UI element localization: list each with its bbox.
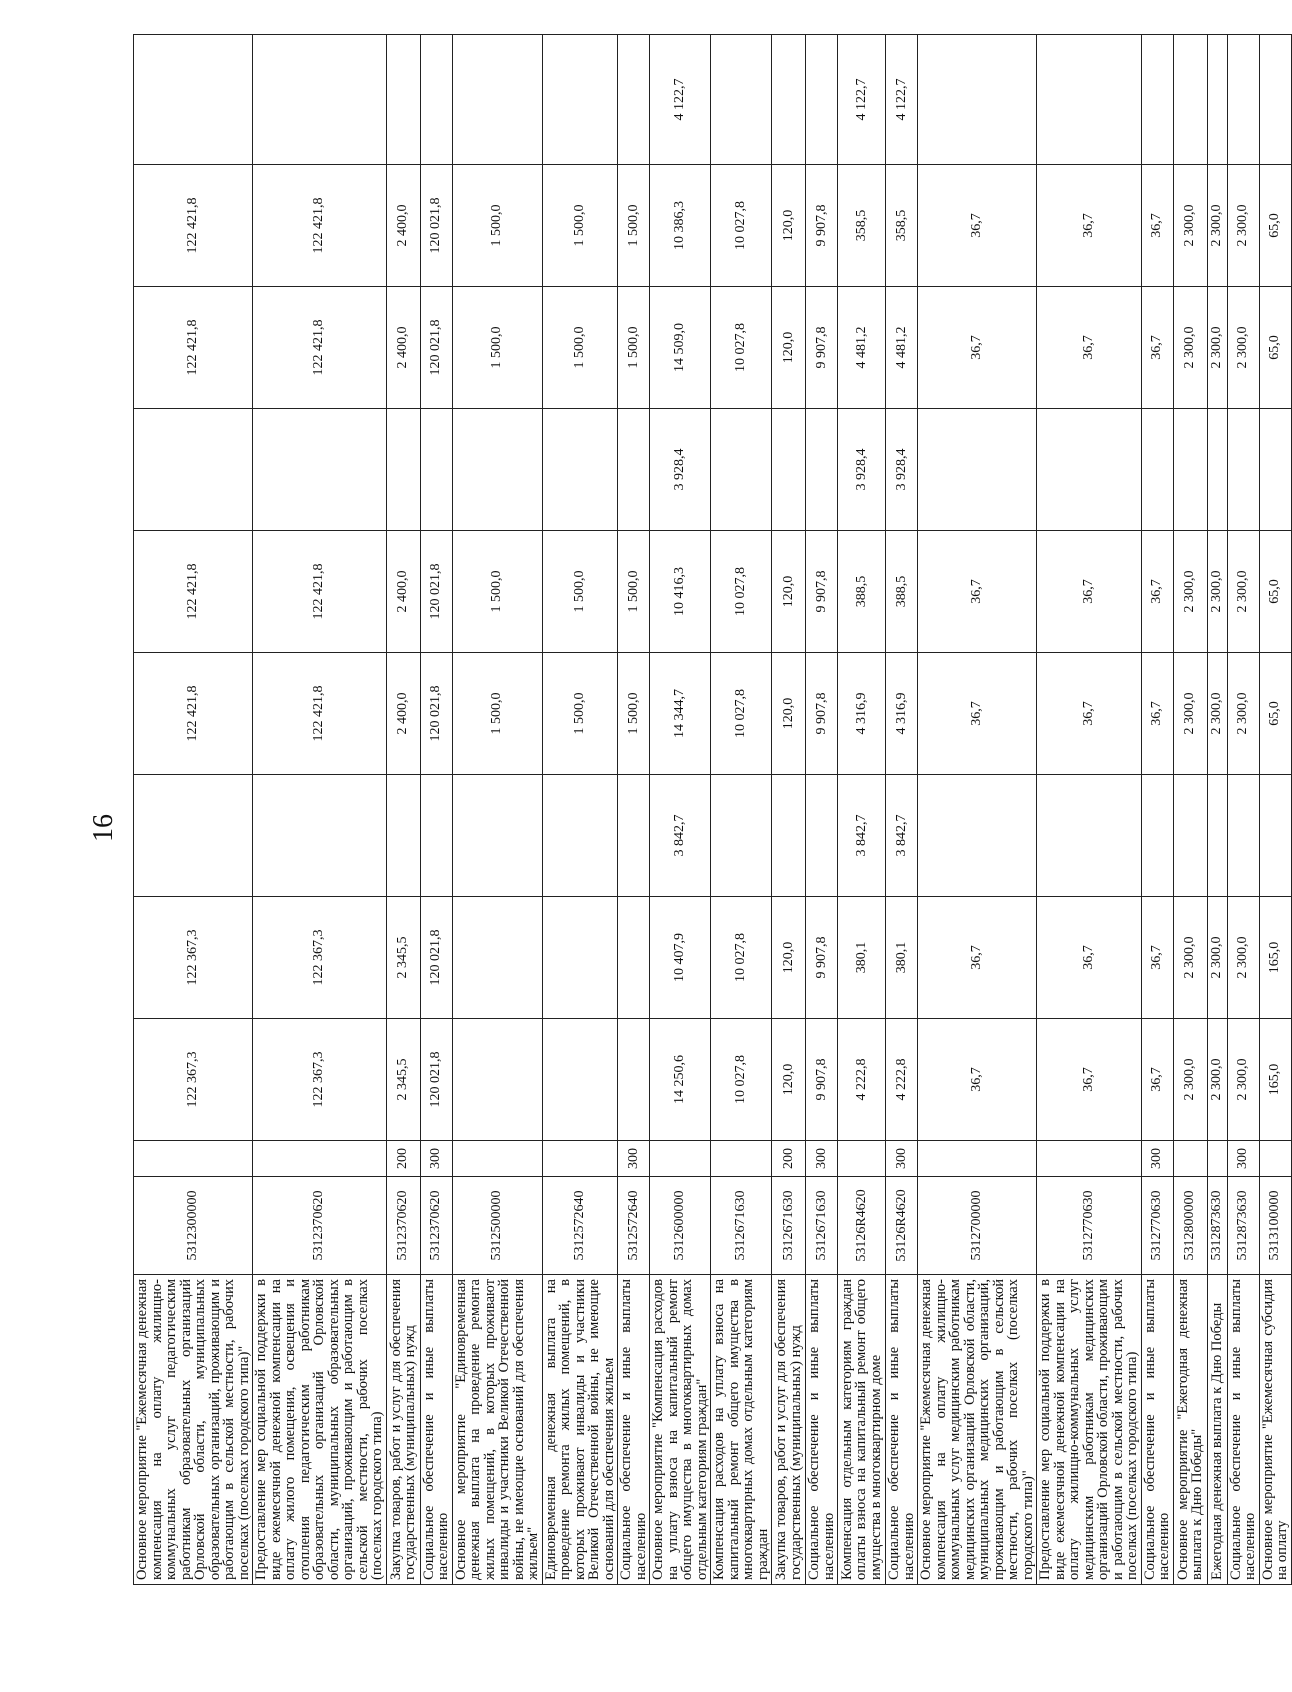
- row-value-cell: 9 907,8: [806, 165, 838, 287]
- row-value-cell: 3 928,4: [838, 409, 886, 531]
- row-value-cell: [542, 35, 618, 165]
- row-value-cell: [711, 35, 772, 165]
- row-value-cell: 10 407,9: [650, 897, 711, 1019]
- row-value-cell: 9 907,8: [806, 1019, 838, 1141]
- row-value-cell: 122 421,8: [134, 653, 253, 775]
- row-value-cell: [918, 409, 1037, 531]
- row-value-cell: 165,0: [1259, 897, 1291, 1019]
- row-value-cell: 3 842,7: [886, 775, 918, 897]
- row-value-cell: 4 122,7: [886, 35, 918, 165]
- row-value-cell: 36,7: [918, 531, 1037, 653]
- row-value-cell: 122 421,8: [253, 287, 387, 409]
- row-value-cell: 122 367,3: [134, 1019, 253, 1141]
- row-value-cell: 2 300,0: [1227, 653, 1259, 775]
- row-name-cell: Социальное обеспечение и иные выплаты населению: [1141, 1275, 1173, 1585]
- row-value-cell: 120,0: [772, 287, 806, 409]
- row-value-cell: 2 300,0: [1207, 653, 1227, 775]
- row-value-cell: [386, 35, 420, 165]
- row-value-cell: 36,7: [1141, 165, 1173, 287]
- row-value-cell: 122 421,8: [253, 653, 387, 775]
- row-value-cell: 358,5: [838, 165, 886, 287]
- row-code-cell: 5312600000: [650, 1177, 711, 1275]
- row-value-cell: [1141, 35, 1173, 165]
- row-value-cell: 2 300,0: [1173, 531, 1207, 653]
- row-value-cell: 10 027,8: [711, 165, 772, 287]
- row-value-cell: 2 300,0: [1173, 1019, 1207, 1141]
- row-value-cell: 36,7: [1141, 653, 1173, 775]
- row-name-cell: Социальное обеспечение и иные выплаты населению: [618, 1275, 650, 1585]
- row-expense-type-cell: [542, 1141, 618, 1177]
- row-code-cell: 53126R4620: [838, 1177, 886, 1275]
- row-code-cell: 5312770630: [1141, 1177, 1173, 1275]
- row-value-cell: 36,7: [918, 287, 1037, 409]
- row-value-cell: 120 021,8: [420, 1019, 452, 1141]
- row-value-cell: 120,0: [772, 165, 806, 287]
- row-value-cell: 1 500,0: [452, 287, 542, 409]
- row-value-cell: 2 300,0: [1227, 1019, 1259, 1141]
- row-value-cell: 388,5: [838, 531, 886, 653]
- table-row: [806, 35, 838, 1585]
- row-value-cell: [806, 775, 838, 897]
- row-value-cell: 36,7: [1037, 531, 1142, 653]
- row-value-cell: [618, 35, 650, 165]
- row-value-cell: 120,0: [772, 897, 806, 1019]
- row-expense-type-cell: 300: [806, 1141, 838, 1177]
- row-code-cell: 5312572640: [542, 1177, 618, 1275]
- row-value-cell: 10 027,8: [711, 653, 772, 775]
- row-expense-type-cell: [1259, 1141, 1291, 1177]
- row-value-cell: 380,1: [838, 897, 886, 1019]
- row-value-cell: 4 316,9: [886, 653, 918, 775]
- row-value-cell: 120 021,8: [420, 653, 452, 775]
- row-value-cell: [1259, 775, 1291, 897]
- row-value-cell: [420, 409, 452, 531]
- row-expense-type-cell: [650, 1141, 711, 1177]
- row-value-cell: 65,0: [1259, 165, 1291, 287]
- row-value-cell: 4 316,9: [838, 653, 886, 775]
- row-value-cell: [1259, 35, 1291, 165]
- row-value-cell: 120 021,8: [420, 531, 452, 653]
- row-value-cell: 122 421,8: [134, 165, 253, 287]
- row-value-cell: 65,0: [1259, 653, 1291, 775]
- row-expense-type-cell: [253, 1141, 387, 1177]
- row-expense-type-cell: [838, 1141, 886, 1177]
- row-value-cell: 36,7: [918, 897, 1037, 1019]
- table-row: [886, 35, 918, 1585]
- row-name-cell: Ежегодная денежная выплата к Дню Победы: [1207, 1275, 1227, 1585]
- row-name-cell: Единовременная денежная выплата на проведение ремонта жилых помещений, в которых проживают инвалиды и участники Великой Отечественной войны, не имеющие оснований для обеспечения жильем: [542, 1275, 618, 1585]
- row-value-cell: 380,1: [886, 897, 918, 1019]
- row-value-cell: 36,7: [1037, 897, 1142, 1019]
- row-value-cell: [134, 35, 253, 165]
- row-value-cell: 9 907,8: [806, 653, 838, 775]
- row-value-cell: [772, 35, 806, 165]
- table-row: [134, 35, 253, 1585]
- row-expense-type-cell: 300: [1141, 1141, 1173, 1177]
- row-name-cell: Социальное обеспечение и иные выплаты населению: [1227, 1275, 1259, 1585]
- row-value-cell: [1207, 35, 1227, 165]
- row-value-cell: 3 842,7: [838, 775, 886, 897]
- row-value-cell: 4 481,2: [838, 287, 886, 409]
- row-value-cell: [1141, 775, 1173, 897]
- row-value-cell: 10 027,8: [711, 531, 772, 653]
- row-value-cell: 2 400,0: [386, 165, 420, 287]
- row-value-cell: 10 027,8: [711, 897, 772, 1019]
- row-value-cell: [452, 35, 542, 165]
- row-value-cell: 10 386,3: [650, 165, 711, 287]
- row-code-cell: 5312671630: [772, 1177, 806, 1275]
- row-value-cell: 10 416,3: [650, 531, 711, 653]
- row-expense-type-cell: [1037, 1141, 1142, 1177]
- row-name-cell: Основное мероприятие "Ежегодная денежная выплата к Дню Победы": [1173, 1275, 1207, 1585]
- table-row: [918, 35, 1037, 1585]
- row-expense-type-cell: [711, 1141, 772, 1177]
- row-value-cell: 14 509,0: [650, 287, 711, 409]
- row-value-cell: [1173, 775, 1207, 897]
- row-value-cell: 36,7: [1141, 897, 1173, 1019]
- row-expense-type-cell: 300: [886, 1141, 918, 1177]
- row-value-cell: 36,7: [918, 1019, 1037, 1141]
- row-value-cell: [1259, 409, 1291, 531]
- row-value-cell: 2 300,0: [1227, 897, 1259, 1019]
- row-value-cell: [618, 897, 650, 1019]
- row-code-cell: 5312572640: [618, 1177, 650, 1275]
- row-value-cell: 14 250,6: [650, 1019, 711, 1141]
- row-name-cell: Основное мероприятие "Ежемесячная денежная компенсация на оплату жилищно-коммунальных услуг педагогическим работникам образовательных организаций Орловской области, муниципальных образовательных организаций, проживающим и работающим в сельской местности, рабочих поселках (поселках городского типа)": [134, 1275, 253, 1585]
- row-code-cell: 5313100000: [1259, 1177, 1291, 1275]
- table-row: [650, 35, 711, 1585]
- row-value-cell: 9 907,8: [806, 531, 838, 653]
- row-value-cell: 65,0: [1259, 531, 1291, 653]
- row-value-cell: [386, 775, 420, 897]
- row-code-cell: 5312800000: [1173, 1177, 1207, 1275]
- row-value-cell: 2 345,5: [386, 1019, 420, 1141]
- row-code-cell: 5312873630: [1207, 1177, 1227, 1275]
- row-value-cell: [134, 775, 253, 897]
- row-value-cell: 36,7: [1037, 653, 1142, 775]
- table-row: [542, 35, 618, 1585]
- row-value-cell: 1 500,0: [618, 653, 650, 775]
- row-value-cell: 36,7: [1037, 287, 1142, 409]
- row-value-cell: [772, 409, 806, 531]
- row-value-cell: 1 500,0: [618, 165, 650, 287]
- row-name-cell: Основное мероприятие "Ежемесячная субсидия на оплату: [1259, 1275, 1291, 1585]
- row-code-cell: 5312671630: [711, 1177, 772, 1275]
- row-value-cell: 2 300,0: [1173, 287, 1207, 409]
- row-expense-type-cell: [918, 1141, 1037, 1177]
- row-value-cell: [1037, 775, 1142, 897]
- row-value-cell: [1227, 409, 1259, 531]
- row-value-cell: 2 300,0: [1173, 653, 1207, 775]
- row-value-cell: [772, 775, 806, 897]
- row-value-cell: 1 500,0: [452, 531, 542, 653]
- row-value-cell: 2 300,0: [1173, 165, 1207, 287]
- row-value-cell: 2 300,0: [1207, 165, 1227, 287]
- row-value-cell: 2 300,0: [1207, 531, 1227, 653]
- table-row: [1173, 35, 1207, 1585]
- row-code-cell: 5312500000: [452, 1177, 542, 1275]
- row-name-cell: Предоставление мер социальной поддержки в виде ежемесячной денежной компенсации на оплату жилого помещения, освещения и отопления педагогическим работникам образовательных организаций Орловской области, муниципальных образовательных организаций, проживающим и работающим в сельской местности, рабочих поселках (поселках городского типа): [253, 1275, 387, 1585]
- budget-table: [133, 34, 1292, 1585]
- row-value-cell: [134, 409, 253, 531]
- row-value-cell: [420, 35, 452, 165]
- row-value-cell: 36,7: [1141, 1019, 1173, 1141]
- row-expense-type-cell: 200: [386, 1141, 420, 1177]
- table-row: [253, 35, 387, 1585]
- row-code-cell: 5312300000: [134, 1177, 253, 1275]
- row-value-cell: [618, 1019, 650, 1141]
- row-value-cell: [452, 409, 542, 531]
- row-value-cell: 36,7: [918, 165, 1037, 287]
- table-row: [1037, 35, 1142, 1585]
- row-value-cell: [1037, 35, 1142, 165]
- row-name-cell: Основное мероприятие "Компенсация расходов на уплату взноса на капитальный ремонт общего имущества в многоквартирных домах отдельным категориям граждан": [650, 1275, 711, 1585]
- table-row: [838, 35, 886, 1585]
- row-name-cell: Закупка товаров, работ и услуг для обеспечения государственных (муниципальных) нужд: [772, 1275, 806, 1585]
- row-value-cell: 4 481,2: [886, 287, 918, 409]
- row-value-cell: [542, 775, 618, 897]
- row-value-cell: 122 421,8: [134, 287, 253, 409]
- table-row: [1259, 35, 1291, 1585]
- row-name-cell: Закупка товаров, работ и услуг для обеспечения государственных (муниципальных) нужд: [386, 1275, 420, 1585]
- row-expense-type-cell: 300: [1227, 1141, 1259, 1177]
- row-value-cell: 10 027,8: [711, 1019, 772, 1141]
- rotated-table-container: [133, 35, 1290, 1585]
- row-value-cell: 2 300,0: [1207, 1019, 1227, 1141]
- row-value-cell: 14 344,7: [650, 653, 711, 775]
- row-value-cell: 9 907,8: [806, 287, 838, 409]
- row-value-cell: [806, 409, 838, 531]
- row-value-cell: [452, 897, 542, 1019]
- row-value-cell: 4 222,8: [838, 1019, 886, 1141]
- page-number: 16: [88, 814, 119, 842]
- row-name-cell: Социальное обеспечение и иные выплаты населению: [420, 1275, 452, 1585]
- row-value-cell: [1207, 409, 1227, 531]
- row-expense-type-cell: 300: [618, 1141, 650, 1177]
- row-value-cell: [711, 775, 772, 897]
- table-row: [452, 35, 542, 1585]
- row-value-cell: 2 400,0: [386, 287, 420, 409]
- row-value-cell: 2 345,5: [386, 897, 420, 1019]
- row-value-cell: 1 500,0: [618, 531, 650, 653]
- row-value-cell: 3 928,4: [886, 409, 918, 531]
- row-value-cell: 65,0: [1259, 287, 1291, 409]
- row-code-cell: 5312873630: [1227, 1177, 1259, 1275]
- row-expense-type-cell: [1173, 1141, 1207, 1177]
- row-value-cell: [1173, 35, 1207, 165]
- row-value-cell: 388,5: [886, 531, 918, 653]
- row-value-cell: 36,7: [1141, 531, 1173, 653]
- row-value-cell: 122 367,3: [134, 897, 253, 1019]
- row-value-cell: 1 500,0: [618, 287, 650, 409]
- row-value-cell: [618, 775, 650, 897]
- row-name-cell: Основное мероприятие "Единовременная денежная выплата на проведение ремонта жилых помещений, в которых проживают инвалиды и участники Великой Отечественной войны, не имеющие оснований для обеспечения жильем": [452, 1275, 542, 1585]
- row-name-cell: Компенсация отдельным категориям граждан оплаты взноса на капитальный ремонт общего имущества в многоквартирном доме: [838, 1275, 886, 1585]
- row-value-cell: 2 300,0: [1227, 531, 1259, 653]
- row-value-cell: 358,5: [886, 165, 918, 287]
- row-value-cell: [542, 409, 618, 531]
- row-value-cell: 120,0: [772, 653, 806, 775]
- row-expense-type-cell: [134, 1141, 253, 1177]
- row-expense-type-cell: 200: [772, 1141, 806, 1177]
- row-value-cell: [1227, 35, 1259, 165]
- row-value-cell: 36,7: [918, 653, 1037, 775]
- row-value-cell: 122 367,3: [253, 1019, 387, 1141]
- row-value-cell: 3 842,7: [650, 775, 711, 897]
- row-expense-type-cell: [452, 1141, 542, 1177]
- row-value-cell: 120 021,8: [420, 287, 452, 409]
- row-name-cell: Социальное обеспечение и иные выплаты населению: [806, 1275, 838, 1585]
- row-expense-type-cell: [1207, 1141, 1227, 1177]
- row-value-cell: 122 421,8: [134, 531, 253, 653]
- row-value-cell: 2 300,0: [1207, 897, 1227, 1019]
- row-value-cell: 165,0: [1259, 1019, 1291, 1141]
- row-value-cell: 1 500,0: [542, 287, 618, 409]
- row-value-cell: 122 367,3: [253, 897, 387, 1019]
- row-code-cell: 53126R4620: [886, 1177, 918, 1275]
- row-name-cell: Социальное обеспечение и иные выплаты населению: [886, 1275, 918, 1585]
- row-code-cell: 5312370620: [420, 1177, 452, 1275]
- row-value-cell: 122 421,8: [253, 165, 387, 287]
- row-value-cell: [918, 35, 1037, 165]
- row-value-cell: [918, 775, 1037, 897]
- table-row: [1227, 35, 1259, 1585]
- table-row: [772, 35, 806, 1585]
- row-value-cell: 9 907,8: [806, 897, 838, 1019]
- row-value-cell: [253, 775, 387, 897]
- row-value-cell: 2 400,0: [386, 531, 420, 653]
- row-value-cell: 36,7: [1037, 165, 1142, 287]
- table-row: [618, 35, 650, 1585]
- row-value-cell: 4 122,7: [838, 35, 886, 165]
- row-code-cell: 5312770630: [1037, 1177, 1142, 1275]
- table-body: [134, 35, 1292, 1585]
- row-value-cell: [386, 409, 420, 531]
- row-value-cell: [1227, 775, 1259, 897]
- row-value-cell: [420, 775, 452, 897]
- row-value-cell: 4 122,7: [650, 35, 711, 165]
- row-value-cell: [253, 409, 387, 531]
- row-value-cell: 10 027,8: [711, 287, 772, 409]
- row-value-cell: [711, 409, 772, 531]
- row-value-cell: 2 300,0: [1173, 897, 1207, 1019]
- row-code-cell: 5312700000: [918, 1177, 1037, 1275]
- row-value-cell: 120,0: [772, 1019, 806, 1141]
- row-expense-type-cell: 300: [420, 1141, 452, 1177]
- row-value-cell: 1 500,0: [452, 165, 542, 287]
- row-value-cell: [452, 1019, 542, 1141]
- table-row: [1141, 35, 1173, 1585]
- row-value-cell: 36,7: [1037, 1019, 1142, 1141]
- row-value-cell: 120 021,8: [420, 897, 452, 1019]
- row-value-cell: [542, 1019, 618, 1141]
- row-value-cell: 120,0: [772, 531, 806, 653]
- row-value-cell: 1 500,0: [542, 653, 618, 775]
- row-value-cell: [806, 35, 838, 165]
- row-value-cell: 122 421,8: [253, 531, 387, 653]
- row-value-cell: [1173, 409, 1207, 531]
- row-value-cell: 2 300,0: [1227, 165, 1259, 287]
- row-value-cell: 1 500,0: [452, 653, 542, 775]
- table-row: [420, 35, 452, 1585]
- row-value-cell: [452, 775, 542, 897]
- row-value-cell: 2 300,0: [1207, 287, 1227, 409]
- table-row: [711, 35, 772, 1585]
- row-code-cell: 5312671630: [806, 1177, 838, 1275]
- row-value-cell: 3 928,4: [650, 409, 711, 531]
- row-value-cell: 1 500,0: [542, 165, 618, 287]
- row-value-cell: [542, 897, 618, 1019]
- row-value-cell: 2 400,0: [386, 653, 420, 775]
- table-row: [1207, 35, 1227, 1585]
- row-value-cell: [1037, 409, 1142, 531]
- row-value-cell: 2 300,0: [1227, 287, 1259, 409]
- row-value-cell: 4 222,8: [886, 1019, 918, 1141]
- row-value-cell: 36,7: [1141, 287, 1173, 409]
- row-value-cell: [1141, 409, 1173, 531]
- row-value-cell: 120 021,8: [420, 165, 452, 287]
- row-name-cell: Компенсация расходов на уплату взноса на капитальный ремонт общего имущества в многоквартирных домах отдельным категориям граждан: [711, 1275, 772, 1585]
- row-value-cell: [1207, 775, 1227, 897]
- row-name-cell: Предоставление мер социальной поддержки в виде ежемесячной денежной компенсации на оплату жилищно-коммунальных услуг медицинским работникам медицинских организаций Орловской области, проживающим и работающим в сельской местности, рабочих поселках (поселках городского типа): [1037, 1275, 1142, 1585]
- row-value-cell: 1 500,0: [542, 531, 618, 653]
- row-code-cell: 5312370620: [386, 1177, 420, 1275]
- table-row: [386, 35, 420, 1585]
- row-value-cell: [253, 35, 387, 165]
- row-code-cell: 5312370620: [253, 1177, 387, 1275]
- row-name-cell: Основное мероприятие "Ежемесячная денежная компенсация на оплату жилищно-коммунальных услуг медицинским работникам медицинских организаций Орловской области, муниципальных медицинских организаций, проживающим и работающим в сельской местности, рабочих поселках (поселках городского типа)": [918, 1275, 1037, 1585]
- row-value-cell: [618, 409, 650, 531]
